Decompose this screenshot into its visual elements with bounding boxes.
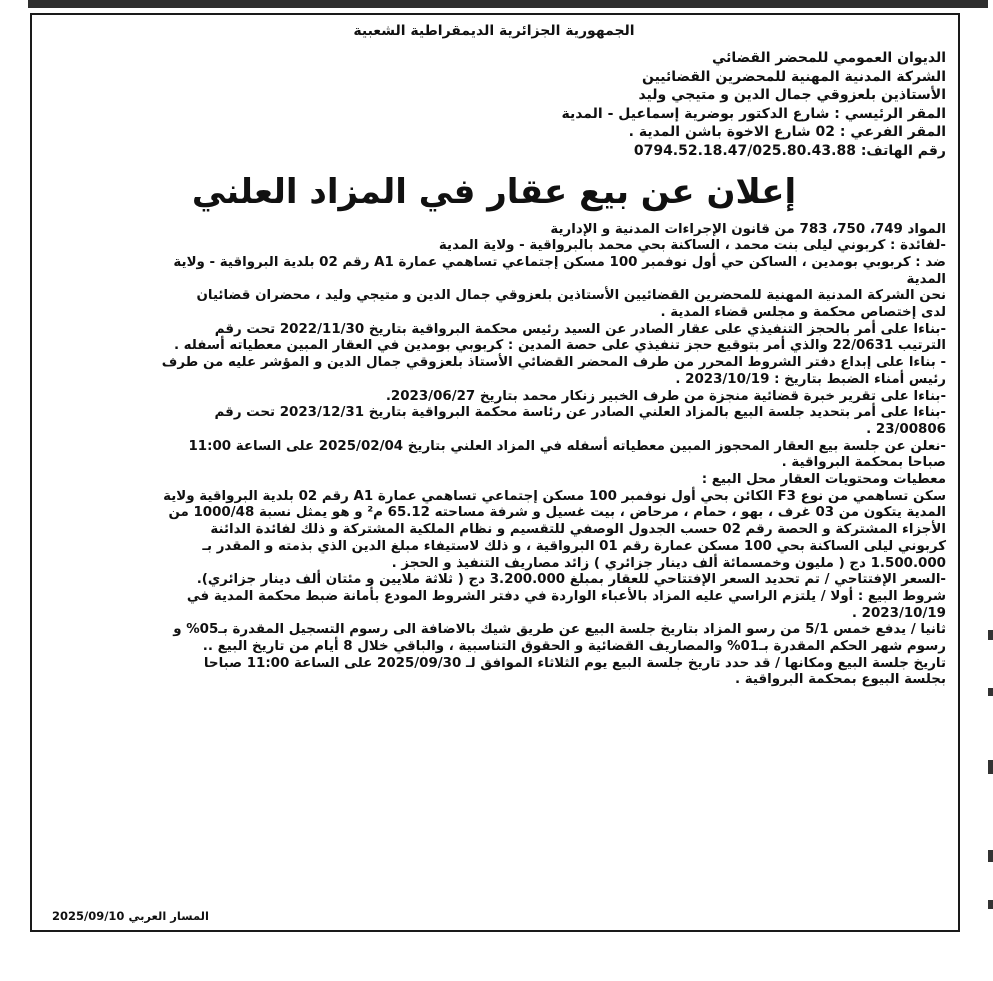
header-line: الأستاذين بلعزوقي جمال الدين و متيجي وليد	[638, 87, 946, 103]
body-line: سكن تساهمي من نوع F3 الكائن بحي أول نوفمبر 100 مسكن إجتماعي تساهمي عمارة A1 رقم 02 بلدية البرواقية ولاية	[163, 488, 946, 504]
body-line: 1.500.000 دج ( مليون وخمسمائة ألف دينار جزائري ) زائد مصاريف التنفيذ و الحجز .	[391, 555, 946, 571]
body-line: ثانيا / يدفع خمس 5/1 من رسو المزاد بتاريخ جلسة البيع عن طريق شيك بالاضافة الى رسوم التسجيل المقدرة بـ05% و	[173, 622, 946, 638]
body-line: الأجزاء المشتركة و الحصة رقم 02 حسب الجدول الوصفي للتقسيم و نظام الملكية المشتركة و ذلك لفائدة الدائنة	[210, 522, 946, 538]
body-line: -بناءا على أمر بالحجز التنفيذي على عقار الصادر عن السيد رئيس محكمة البرواقية بتاريخ 2022/11/30 تحت رقم	[214, 321, 946, 337]
body-line: -لفائدة : كربوني ليلى بنت محمد ، الساكنة بحي محمد بالبرواقية - ولاية المدية	[438, 238, 946, 254]
notice-title: إعلان عن بيع عقار في المزاد العلني	[191, 171, 797, 212]
body-line: معطيات ومحتويات العقار محل البيع :	[701, 472, 946, 488]
scan-edge-marks	[987, 600, 993, 930]
body-line: -نعلن عن جلسة بيع العقار المحجوز المبين معطياته أسفله في المزاد العلني بتاريخ 2025/02/04 على الساعة 11:00	[188, 438, 946, 454]
body-line: - بناءا على إبداع دفتر الشروط المحرر من طرف المحضر القضائي الأستاذ بلعزوقي جمال الدين و المؤشر عليه من طرف	[161, 355, 946, 371]
phone-numbers: 0794.52.18.47/025.80.43.88	[633, 142, 856, 159]
office-header	[42, 49, 946, 160]
body-line: المدية	[906, 271, 946, 287]
notice-body	[42, 222, 946, 690]
body-line: -بناءا على أمر بتحديد جلسة البيع بالمزاد العلني الصادر عن رئاسة محكمة البرواقية بتاريخ 2023/12/31 تحت رقم	[214, 405, 946, 421]
body-line: -السعر الإفتتاحي / تم تحديد السعر الإفتتاحي للعقار بمبلغ 3.200.000 دج ( ثلاثة ملايين و مئتان ألف دينار جزائري).	[196, 572, 946, 588]
body-line: شروط البيع : أولا / يلتزم الراسي عليه المزاد بالأعباء الواردة في دفتر الشروط المودع بأمانة ضبط محكمة المدية في	[186, 588, 946, 604]
body-line: بجلسة البيوع بمحكمة البرواقية .	[735, 672, 946, 688]
newspaper-name: المسار العربي	[128, 909, 209, 923]
body-line: رسوم شهر الحكم المقدرة بـ01% والمصاريف القضائية و الحقوق التناسبية ، والباقي خلال 8 أيام من تاريخ البيع ..	[202, 639, 946, 655]
newspaper-notice	[30, 13, 960, 932]
body-line: ضد : كربوبي بومدين ، الساكن حي أول نوفمبر 100 مسكن إجتماعي تساهمي عمارة A1 رقم 02 بلدية البرواقية - ولاية	[173, 254, 946, 270]
body-line: رئيس أمناء الضبط بتاريخ : 2023/10/19 .	[675, 371, 946, 387]
newspaper-footer	[52, 909, 209, 923]
body-line: لدى إختصاص محكمة و مجلس قضاء المدية .	[660, 305, 946, 321]
header-line: المقر الرئيسي : شارع الدكتور بوضرية إسماعيل - المدية	[561, 105, 946, 122]
body-line: كربوني ليلى الساكنة بحي 100 مسكن عمارة رقم 01 البرواقية ، و ذلك لاستيفاء مبلغ الدين الذي بذمته و المقدر بـ	[202, 538, 946, 554]
body-line: نحن الشركة المدنية المهنية للمحضرين القضائيين الأستاذين بلعزوقي جمال الدين و متيجي وليد ، محضران قضائيان	[196, 288, 946, 304]
body-line: 23/00806 .	[866, 421, 946, 437]
body-line: الترتيب 22/0631 والذي أمر بتوقيع حجز تنفيذي على حصة المدين : كربوبي بومدين في العقار المبين معطياته أسفله .	[173, 338, 946, 354]
header-line: الشركة المدنية المهنية للمحضرين القضائيين	[641, 68, 946, 85]
body-line: تاريخ جلسة البيع ومكانها / قد حدد تاريخ جلسة البيع يوم الثلاثاء الموافق لـ 2025/09/30 على الساعة 11:00 صباحا	[203, 655, 946, 671]
body-line: 2023/10/19 .	[851, 605, 946, 621]
page-top-bar	[28, 0, 988, 8]
republic-heading: الجمهورية الجزائرية الديمقراطية الشعبية	[353, 23, 635, 39]
body-line: صباحا بمحكمة البرواقية .	[781, 455, 946, 471]
header-line: الديوان العمومي للمحضر القضائي	[711, 50, 946, 66]
body-line: المدية يتكون من 03 غرف ، بهو ، حمام ، مرحاض ، بيت غسيل و شرفة مساحته 65.12 م² و هو يمثل نسبة 1000/48 من	[168, 505, 946, 521]
header-line: المقر الفرعي : 02 شارع الاخوة باشن المدية .	[628, 124, 946, 140]
phone-line	[42, 142, 946, 160]
phone-label: رقم الهاتف:	[860, 142, 946, 159]
publication-date: 2025/09/10	[52, 909, 125, 923]
body-line: المواد 749، 750، 783 من قانون الإجراءات المدنية و الإدارية	[550, 221, 946, 237]
body-line: -بناءا على تقرير خبرة قضائية منجزة من طرف الخبير زنكار محمد بتاريخ 2023/06/27.	[385, 388, 946, 404]
